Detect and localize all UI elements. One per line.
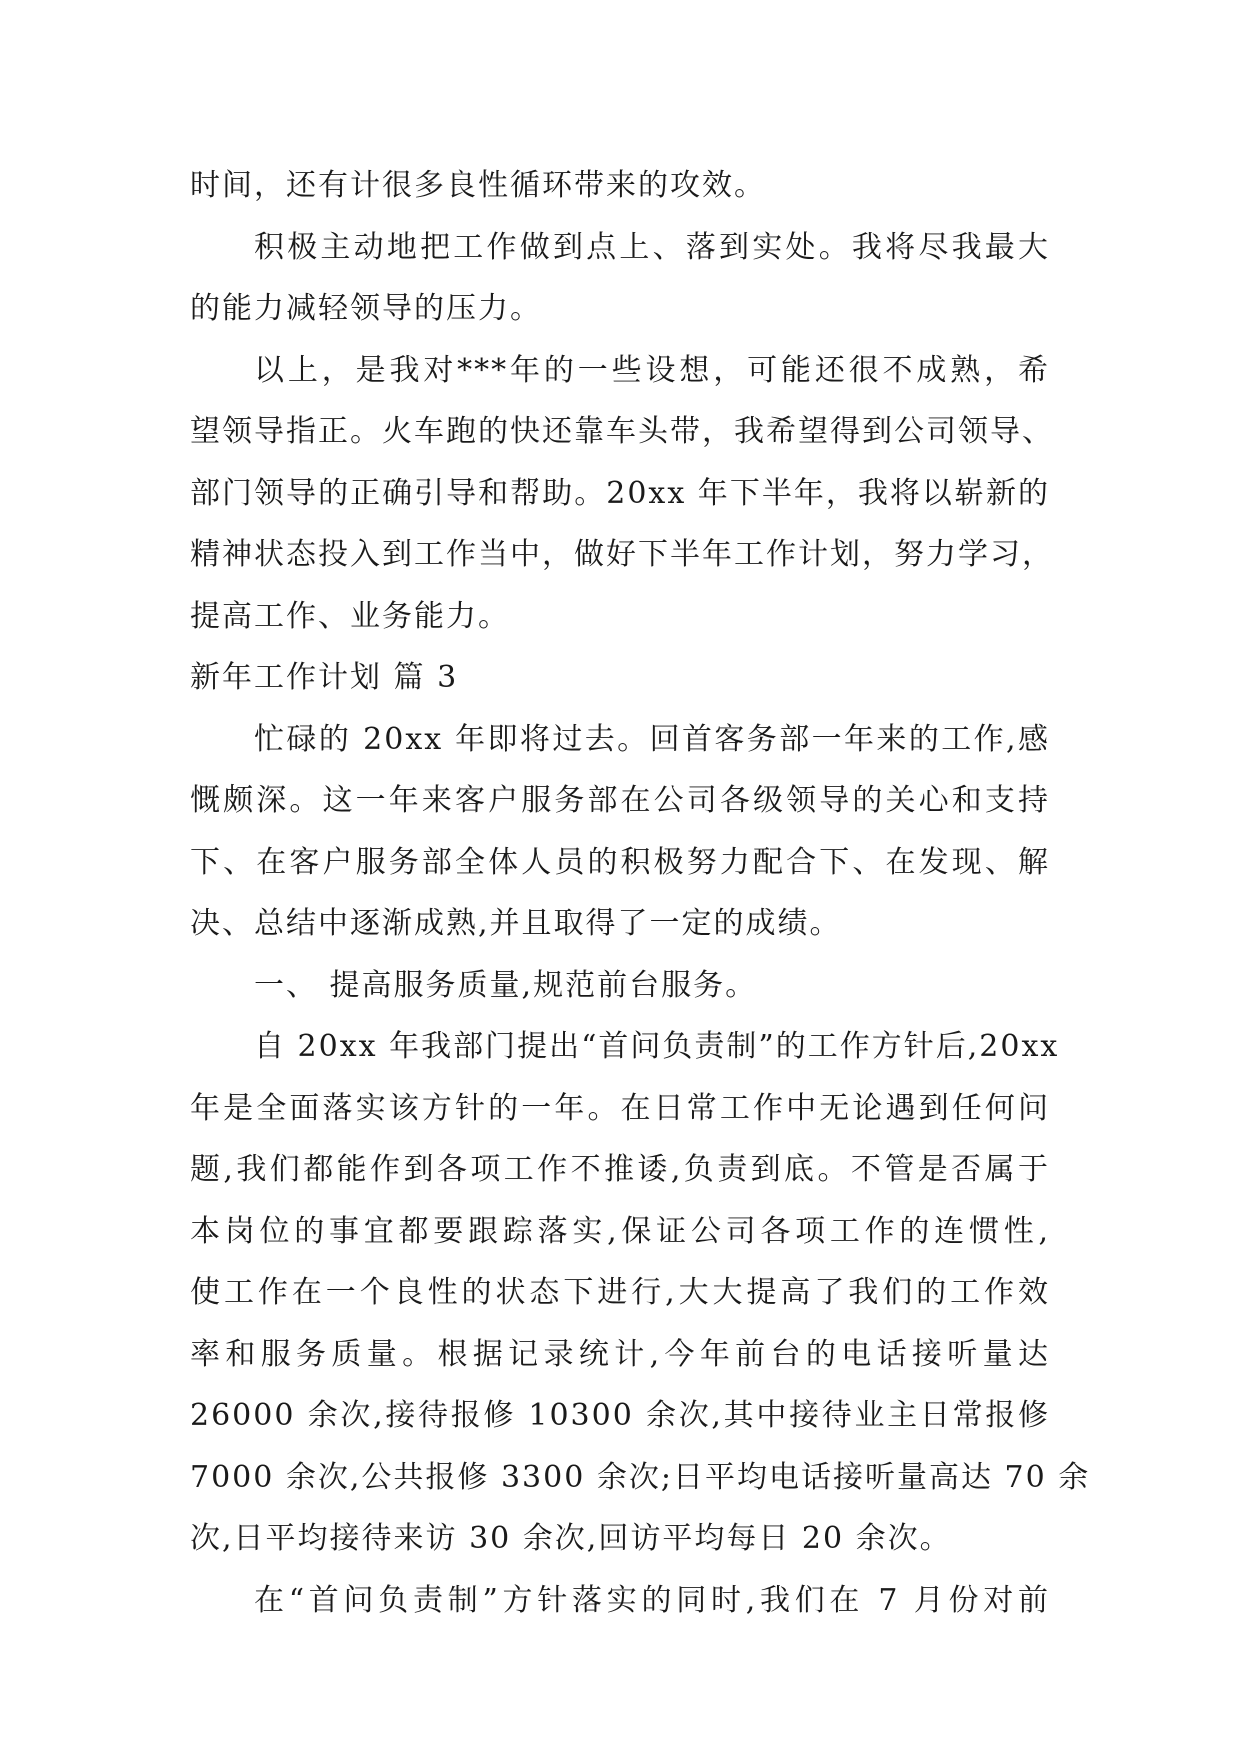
text-line: 忙碌的 20xx 年即将过去。回首客务部一年来的工作,感 xyxy=(254,721,1050,757)
text-line: 下、在客户服务部全体人员的积极努力配合下、在发现、解 xyxy=(190,844,1050,880)
paragraph xyxy=(190,155,1050,217)
text-line: 提高工作、业务能力。 xyxy=(190,598,510,634)
text-line: 望领导指正。火车跑的快还靠车头带，我希望得到公司领导、 xyxy=(190,414,1054,449)
text-line: 决、总结中逐渐成熟,并且取得了一定的成绩。 xyxy=(190,906,842,941)
text-line: 部门领导的正确引导和帮助。20xx 年下半年，我将以崭新的 xyxy=(190,475,1050,511)
text-line: 在“首问负责制”方针落实的同时,我们在 7 月份对前 xyxy=(254,1582,1050,1618)
text-line: 一、 提高服务质量,规范前台服务。 xyxy=(254,967,758,1003)
text-line: 慨颇深。这一年来客户服务部在公司各级领导的关心和支持 xyxy=(190,783,1050,818)
paragraph xyxy=(190,340,1054,648)
list-heading xyxy=(190,955,1050,1017)
paragraph xyxy=(190,709,1050,955)
text-line: 使工作在一个良性的状态下进行,大大提高了我们的工作效 xyxy=(190,1275,1050,1310)
text-line: 本岗位的事宜都要跟踪落实,保证公司各项工作的连惯性, xyxy=(190,1213,1050,1249)
paragraph xyxy=(190,1016,1091,1570)
paragraph xyxy=(190,217,1050,340)
text-line: 时间，还有计很多良性循环带来的攻效。 xyxy=(190,168,766,203)
text-line: 以上，是我对***年的一些设想，可能还很不成熟，希 xyxy=(254,352,1050,388)
text-line: 年是全面落实该方针的一年。在日常工作中无论遇到任何问 xyxy=(190,1090,1050,1126)
text-line: 26000 余次,接待报修 10300 余次,其中接待业主日常报修 xyxy=(190,1398,1050,1433)
text-line: 积极主动地把工作做到点上、落到实处。我将尽我最大 xyxy=(254,229,1050,265)
text-line: 的能力减轻领导的压力。 xyxy=(190,291,542,326)
paragraph xyxy=(190,1570,1050,1632)
text-line: 7000 余次,公共报修 3300 余次;日平均电话接听量高达 70 余 xyxy=(190,1459,1091,1495)
section-heading: 新年工作计划 篇 3 xyxy=(190,660,459,695)
text-line: 率和服务质量。根据记录统计,今年前台的电话接听量达 xyxy=(190,1336,1050,1372)
text-line: 题,我们都能作到各项工作不推诿,负责到底。不管是否属于 xyxy=(190,1152,1050,1187)
text-line: 次,日平均接待来访 30 余次,回访平均每日 20 余次。 xyxy=(190,1521,952,1556)
document-page xyxy=(190,155,1091,1631)
text-line: 自 20xx 年我部门提出“首问负责制”的工作方针后,20xx xyxy=(254,1029,1060,1064)
text-line: 精神状态投入到工作当中，做好下半年工作计划，努力学习， xyxy=(190,537,1054,572)
